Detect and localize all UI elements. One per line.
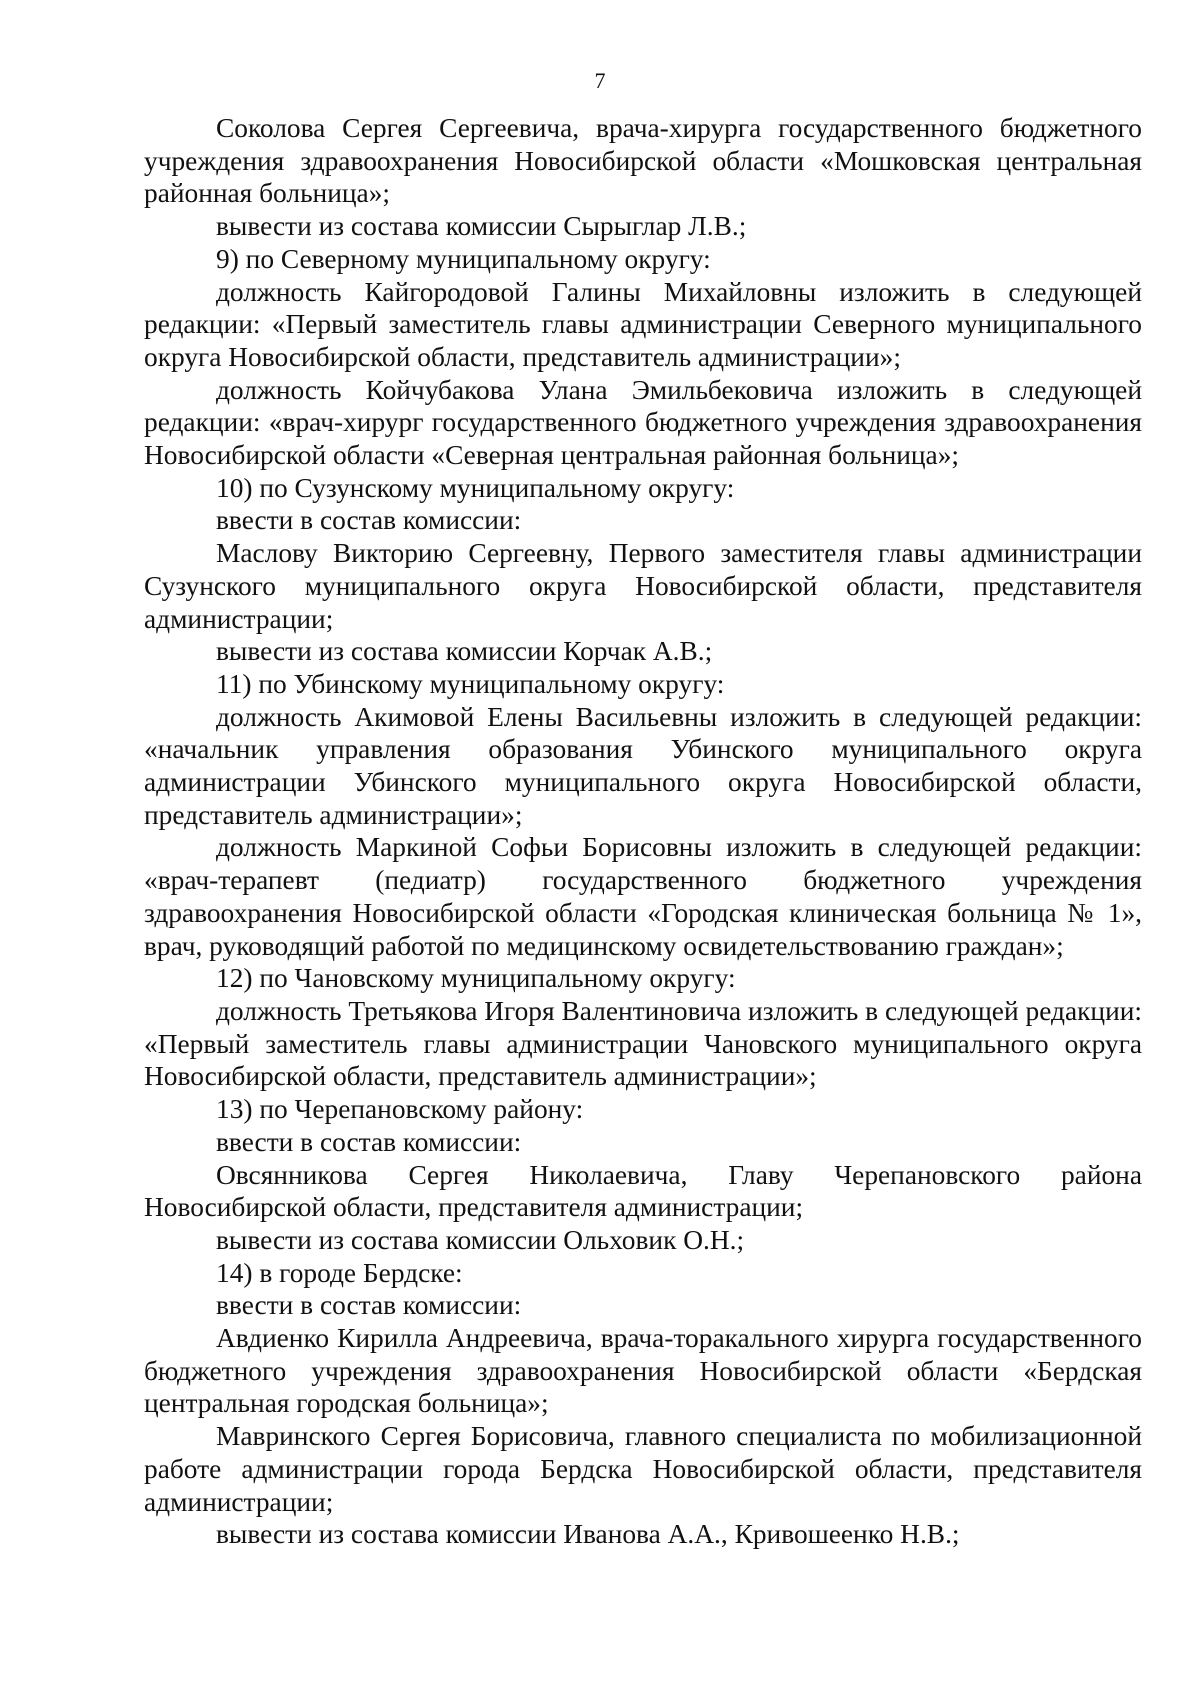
section-heading: 11) по Убинскому муниципальному округу: (216, 668, 725, 699)
paragraph: должность Койчубакова Улана Эмильбековича изложить в следующей редакции: «врач-хирург государственного бюджетного учреждения здравоохранения Новосибирской области «Северная центральная районная больница»; (144, 374, 1142, 471)
paragraph: ввести в состав комиссии: (216, 505, 522, 536)
paragraph: ввести в состав комиссии: (216, 1126, 522, 1157)
paragraph: Мавринского Сергея Борисовича, главного специалиста по мобилизационной работе администрации города Бердска Новосибирской области, представителя администрации; (144, 1421, 1142, 1517)
document-body (144, 112, 1142, 1551)
paragraph: должность Маркиной Софьи Борисовны изложить в следующей редакции: «врач-терапевт (педиатр) государственного бюджетного учреждения здравоохранения Новосибирской области «Городская клиническая больница № 1», врач, руководящий работой по медицинскому освидетельствованию граждан»; (144, 832, 1142, 961)
paragraph: Соколова Сергея Сергеевича, врача-хирурга государственного бюджетного учреждения здравоохранения Новосибирской области «Мошковская центральная районная больница»; (144, 113, 1142, 209)
paragraph: вывести из состава комиссии Иванова А.А., Кривошеенко Н.В.; (216, 1519, 960, 1550)
section-heading: 13) по Черепановскому району: (216, 1094, 584, 1125)
paragraph: вывести из состава комиссии Корчак А.В.; (216, 636, 713, 667)
paragraph: должность Третьякова Игоря Валентиновича изложить в следующей редакции: «Первый заместитель главы администрации Чановского муниципального округа Новосибирской области, представитель администрации»; (144, 995, 1142, 1092)
paragraph: вывести из состава комиссии Ольховик О.Н.; (216, 1224, 745, 1255)
section-heading: 9) по Северному муниципальному округу: (216, 243, 711, 274)
section-heading: 14) в городе Бердске: (216, 1257, 463, 1288)
section-heading: 10) по Сузунскому муниципальному округу: (216, 472, 735, 503)
paragraph: Маслову Викторию Сергеевну, Первого заместителя главы администрации Сузунского муниципального округа Новосибирской области, представителя администрации; (144, 538, 1142, 634)
paragraph: должность Акимовой Елены Васильевны изложить в следующей редакции: «начальник управления образования Убинского муниципального округа администрации Убинского муниципального округа Новосибирской области, представитель администрации»; (144, 701, 1142, 830)
paragraph: должность Кайгородовой Галины Михайловны изложить в следующей редакции: «Первый заместитель главы администрации Северного муниципального округа Новосибирской области, представитель администрации»; (144, 276, 1142, 372)
paragraph: ввести в состав комиссии: (216, 1290, 522, 1321)
paragraph: Овсянникова Сергея Николаевича, Главу Черепановского района Новосибирской области, представителя администрации; (144, 1159, 1142, 1223)
paragraph: вывести из состава комиссии Сырыглар Л.В.; (216, 211, 747, 242)
section-heading: 12) по Чановскому муниципальному округу: (216, 963, 736, 994)
page-number: 7 (594, 68, 606, 93)
paragraph: Авдиенко Кирилла Андреевича, врача-торакального хирурга государственного бюджетного учреждения здравоохранения Новосибирской области «Бердская центральная городская больница»; (144, 1323, 1142, 1419)
